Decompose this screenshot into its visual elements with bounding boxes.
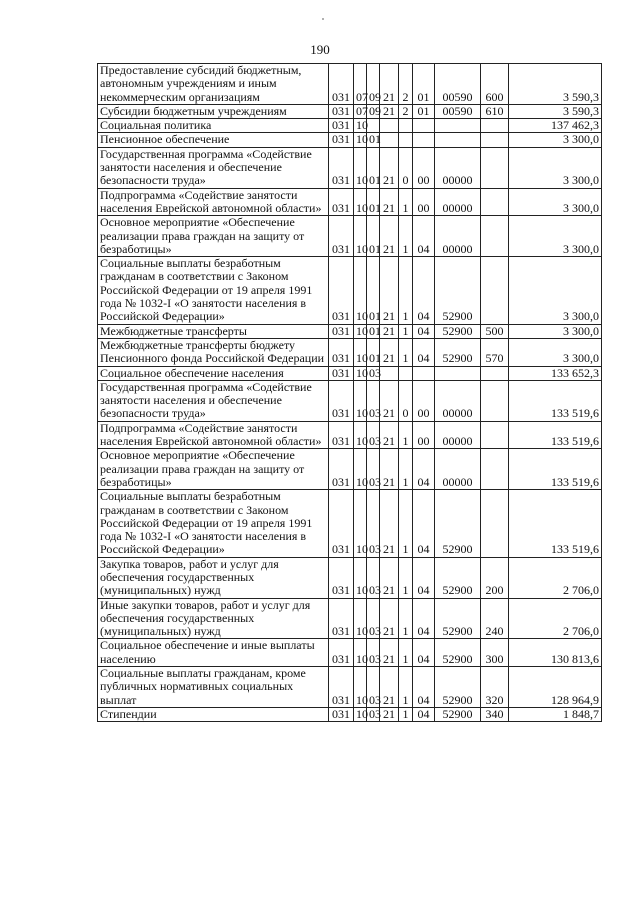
table-row (98, 64, 602, 105)
section-code-cell: 10 (354, 133, 367, 147)
subsection-code-cell: 01 (367, 147, 380, 188)
amount-cell: 3 300,0 (509, 257, 602, 324)
ministry-code-cell: 031 (329, 598, 354, 639)
row-name-cell: Социальная политика (98, 119, 329, 133)
activity-code-cell: 01 (413, 64, 435, 105)
section-code-cell: 10 (354, 257, 367, 324)
direction-code-cell: 52900 (435, 598, 481, 639)
program-code-cell (380, 119, 399, 133)
amount-cell: 2 706,0 (509, 557, 602, 598)
direction-code-cell: 52900 (435, 707, 481, 721)
direction-code-cell (435, 119, 481, 133)
subsection-code-cell: 03 (367, 557, 380, 598)
table-row (98, 380, 602, 421)
section-code-cell: 10 (354, 380, 367, 421)
row-name-cell: Социальные выплаты безработным гражданам в соответствии с Законом Российской Федерации от 19 апреля 1991 года № 1032-I «О занятости населения в Российской Федерации» (98, 490, 329, 557)
ministry-code-cell: 031 (329, 119, 354, 133)
program-code-cell: 21 (380, 338, 399, 366)
row-name-cell: Государственная программа «Содействие занятости населения и обеспечение безопасности труда» (98, 147, 329, 188)
section-code-cell: 10 (354, 449, 367, 490)
amount-cell: 2 706,0 (509, 598, 602, 639)
table-row (98, 188, 602, 216)
direction-code-cell: 52900 (435, 667, 481, 708)
program-code-cell: 21 (380, 147, 399, 188)
section-code-cell: 10 (354, 188, 367, 216)
expense-type-cell: 600 (481, 64, 509, 105)
expense-type-cell (481, 257, 509, 324)
subsection-code-cell: 03 (367, 449, 380, 490)
amount-cell: 130 813,6 (509, 639, 602, 667)
amount-cell: 3 590,3 (509, 64, 602, 105)
ministry-code-cell: 031 (329, 667, 354, 708)
direction-code-cell: 52900 (435, 257, 481, 324)
direction-code-cell: 52900 (435, 639, 481, 667)
amount-cell: 133 519,6 (509, 380, 602, 421)
ministry-code-cell: 031 (329, 380, 354, 421)
table-row (98, 490, 602, 557)
section-code-cell: 10 (354, 707, 367, 721)
section-code-cell: 10 (354, 667, 367, 708)
subprogram-code-cell (399, 133, 413, 147)
table-row (98, 557, 602, 598)
table-row (98, 119, 602, 133)
activity-code-cell: 04 (413, 338, 435, 366)
expense-type-cell (481, 421, 509, 449)
direction-code-cell: 00590 (435, 104, 481, 118)
subprogram-code-cell: 1 (399, 188, 413, 216)
activity-code-cell: 04 (413, 324, 435, 338)
subprogram-code-cell: 1 (399, 216, 413, 257)
budget-table-body (98, 64, 602, 722)
section-code-cell: 10 (354, 639, 367, 667)
section-code-cell: 10 (354, 147, 367, 188)
activity-code-cell: 04 (413, 598, 435, 639)
activity-code-cell: 04 (413, 707, 435, 721)
direction-code-cell: 00000 (435, 216, 481, 257)
ministry-code-cell: 031 (329, 64, 354, 105)
ministry-code-cell: 031 (329, 707, 354, 721)
activity-code-cell (413, 133, 435, 147)
program-code-cell: 21 (380, 64, 399, 105)
activity-code-cell: 04 (413, 257, 435, 324)
subsection-code-cell: 01 (367, 324, 380, 338)
expense-type-cell (481, 216, 509, 257)
activity-code-cell: 04 (413, 449, 435, 490)
expense-type-cell (481, 490, 509, 557)
section-code-cell: 10 (354, 490, 367, 557)
amount-cell: 1 848,7 (509, 707, 602, 721)
section-code-cell: 10 (354, 421, 367, 449)
table-row (98, 338, 602, 366)
direction-code-cell: 00000 (435, 380, 481, 421)
ministry-code-cell: 031 (329, 366, 354, 380)
subprogram-code-cell: 1 (399, 557, 413, 598)
activity-code-cell: 00 (413, 380, 435, 421)
subsection-code-cell: 01 (367, 257, 380, 324)
activity-code-cell: 04 (413, 557, 435, 598)
activity-code-cell (413, 366, 435, 380)
program-code-cell: 21 (380, 639, 399, 667)
subsection-code-cell: 03 (367, 421, 380, 449)
ministry-code-cell: 031 (329, 557, 354, 598)
ministry-code-cell: 031 (329, 324, 354, 338)
ministry-code-cell: 031 (329, 257, 354, 324)
amount-cell: 3 300,0 (509, 147, 602, 188)
subprogram-code-cell: 2 (399, 64, 413, 105)
ministry-code-cell: 031 (329, 216, 354, 257)
amount-cell: 133 519,6 (509, 421, 602, 449)
table-row (98, 366, 602, 380)
program-code-cell: 21 (380, 324, 399, 338)
expense-type-cell (481, 449, 509, 490)
amount-cell: 128 964,9 (509, 667, 602, 708)
expense-type-cell: 500 (481, 324, 509, 338)
program-code-cell: 21 (380, 188, 399, 216)
amount-cell: 133 652,3 (509, 366, 602, 380)
activity-code-cell: 00 (413, 188, 435, 216)
section-code-cell: 10 (354, 598, 367, 639)
direction-code-cell: 52900 (435, 338, 481, 366)
subsection-code-cell: 01 (367, 188, 380, 216)
row-name-cell: Стипендии (98, 707, 329, 721)
row-name-cell: Иные закупки товаров, работ и услуг для обеспечения государственных (муниципальных) нужд (98, 598, 329, 639)
table-row (98, 324, 602, 338)
table-row (98, 257, 602, 324)
direction-code-cell: 52900 (435, 490, 481, 557)
row-name-cell: Пенсионное обеспечение (98, 133, 329, 147)
subprogram-code-cell: 1 (399, 598, 413, 639)
table-row (98, 639, 602, 667)
program-code-cell: 21 (380, 667, 399, 708)
expense-type-cell: 200 (481, 557, 509, 598)
amount-cell: 3 300,0 (509, 216, 602, 257)
row-name-cell: Подпрограмма «Содействие занятости населения Еврейской автономной области» (98, 188, 329, 216)
ministry-code-cell: 031 (329, 490, 354, 557)
expense-type-cell: 570 (481, 338, 509, 366)
budget-table (97, 63, 602, 722)
ministry-code-cell: 031 (329, 421, 354, 449)
subprogram-code-cell: 1 (399, 257, 413, 324)
ministry-code-cell: 031 (329, 104, 354, 118)
program-code-cell (380, 366, 399, 380)
subsection-code-cell: 03 (367, 380, 380, 421)
direction-code-cell (435, 366, 481, 380)
activity-code-cell: 04 (413, 639, 435, 667)
amount-cell: 3 300,0 (509, 188, 602, 216)
expense-type-cell (481, 119, 509, 133)
subprogram-code-cell: 1 (399, 667, 413, 708)
scan-speck (322, 18, 324, 20)
expense-type-cell: 240 (481, 598, 509, 639)
expense-type-cell (481, 380, 509, 421)
activity-code-cell: 04 (413, 667, 435, 708)
row-name-cell: Субсидии бюджетным учреждениям (98, 104, 329, 118)
row-name-cell: Основное мероприятие «Обеспечение реализации права граждан на защиту от безработицы» (98, 449, 329, 490)
direction-code-cell: 00000 (435, 147, 481, 188)
table-row (98, 147, 602, 188)
subprogram-code-cell: 1 (399, 707, 413, 721)
row-name-cell: Подпрограмма «Содействие занятости населения Еврейской автономной области» (98, 421, 329, 449)
program-code-cell: 21 (380, 216, 399, 257)
amount-cell: 133 519,6 (509, 490, 602, 557)
table-row (98, 421, 602, 449)
table-row (98, 707, 602, 721)
section-code-cell: 10 (354, 324, 367, 338)
direction-code-cell: 00590 (435, 64, 481, 105)
direction-code-cell: 00000 (435, 449, 481, 490)
subsection-code-cell: 01 (367, 338, 380, 366)
section-code-cell: 07 (354, 104, 367, 118)
direction-code-cell (435, 133, 481, 147)
subsection-code-cell (367, 119, 380, 133)
row-name-cell: Социальное обеспечение населения (98, 366, 329, 380)
subsection-code-cell: 03 (367, 490, 380, 557)
amount-cell: 133 519,6 (509, 449, 602, 490)
expense-type-cell (481, 147, 509, 188)
table-row (98, 216, 602, 257)
direction-code-cell: 52900 (435, 324, 481, 338)
subprogram-code-cell: 0 (399, 147, 413, 188)
activity-code-cell: 00 (413, 147, 435, 188)
ministry-code-cell: 031 (329, 133, 354, 147)
direction-code-cell: 00000 (435, 421, 481, 449)
activity-code-cell: 01 (413, 104, 435, 118)
subsection-code-cell: 03 (367, 639, 380, 667)
subprogram-code-cell: 1 (399, 324, 413, 338)
amount-cell: 3 300,0 (509, 133, 602, 147)
row-name-cell: Государственная программа «Содействие занятости населения и обеспечение безопасности труда» (98, 380, 329, 421)
subsection-code-cell: 03 (367, 598, 380, 639)
table-row (98, 667, 602, 708)
activity-code-cell: 04 (413, 490, 435, 557)
table-row (98, 449, 602, 490)
expense-type-cell: 340 (481, 707, 509, 721)
section-code-cell: 10 (354, 216, 367, 257)
subprogram-code-cell: 0 (399, 380, 413, 421)
row-name-cell: Закупка товаров, работ и услуг для обеспечения государственных (муниципальных) нужд (98, 557, 329, 598)
subsection-code-cell: 01 (367, 216, 380, 257)
subsection-code-cell: 03 (367, 667, 380, 708)
subsection-code-cell: 09 (367, 64, 380, 105)
expense-type-cell (481, 133, 509, 147)
section-code-cell: 10 (354, 366, 367, 380)
subsection-code-cell: 09 (367, 104, 380, 118)
subprogram-code-cell: 2 (399, 104, 413, 118)
row-name-cell: Межбюджетные трансферты (98, 324, 329, 338)
table-row (98, 104, 602, 118)
program-code-cell: 21 (380, 421, 399, 449)
program-code-cell: 21 (380, 380, 399, 421)
ministry-code-cell: 031 (329, 147, 354, 188)
subprogram-code-cell: 1 (399, 338, 413, 366)
row-name-cell: Основное мероприятие «Обеспечение реализации права граждан на защиту от безработицы» (98, 216, 329, 257)
activity-code-cell: 00 (413, 421, 435, 449)
table-row (98, 598, 602, 639)
row-name-cell: Социальные выплаты гражданам, кроме публичных нормативных социальных выплат (98, 667, 329, 708)
program-code-cell: 21 (380, 557, 399, 598)
subprogram-code-cell (399, 119, 413, 133)
subprogram-code-cell: 1 (399, 421, 413, 449)
amount-cell: 137 462,3 (509, 119, 602, 133)
subsection-code-cell: 01 (367, 133, 380, 147)
section-code-cell: 10 (354, 557, 367, 598)
direction-code-cell: 00000 (435, 188, 481, 216)
expense-type-cell (481, 188, 509, 216)
subprogram-code-cell: 1 (399, 449, 413, 490)
expense-type-cell: 610 (481, 104, 509, 118)
expense-type-cell (481, 366, 509, 380)
section-code-cell: 07 (354, 64, 367, 105)
subprogram-code-cell: 1 (399, 639, 413, 667)
row-name-cell: Социальное обеспечение и иные выплаты населению (98, 639, 329, 667)
amount-cell: 3 300,0 (509, 324, 602, 338)
activity-code-cell: 04 (413, 216, 435, 257)
program-code-cell (380, 133, 399, 147)
row-name-cell: Межбюджетные трансферты бюджету Пенсионного фонда Российской Федерации (98, 338, 329, 366)
amount-cell: 3 590,3 (509, 104, 602, 118)
direction-code-cell: 52900 (435, 557, 481, 598)
subprogram-code-cell (399, 366, 413, 380)
program-code-cell: 21 (380, 707, 399, 721)
row-name-cell: Социальные выплаты безработным гражданам в соответствии с Законом Российской Федерации от 19 апреля 1991 года № 1032-I «О занятости населения в Российской Федерации» (98, 257, 329, 324)
row-name-cell: Предоставление субсидий бюджетным, автономным учреждениям и иным некоммерческим организациям (98, 64, 329, 105)
program-code-cell: 21 (380, 449, 399, 490)
expense-type-cell: 320 (481, 667, 509, 708)
ministry-code-cell: 031 (329, 338, 354, 366)
program-code-cell: 21 (380, 257, 399, 324)
ministry-code-cell: 031 (329, 449, 354, 490)
subsection-code-cell: 03 (367, 366, 380, 380)
amount-cell: 3 300,0 (509, 338, 602, 366)
program-code-cell: 21 (380, 598, 399, 639)
section-code-cell: 10 (354, 338, 367, 366)
program-code-cell: 21 (380, 104, 399, 118)
subsection-code-cell: 03 (367, 707, 380, 721)
activity-code-cell (413, 119, 435, 133)
expense-type-cell: 300 (481, 639, 509, 667)
table-row (98, 133, 602, 147)
program-code-cell: 21 (380, 490, 399, 557)
ministry-code-cell: 031 (329, 188, 354, 216)
section-code-cell: 10 (354, 119, 367, 133)
ministry-code-cell: 031 (329, 639, 354, 667)
page-number: 190 (310, 42, 330, 57)
subprogram-code-cell: 1 (399, 490, 413, 557)
